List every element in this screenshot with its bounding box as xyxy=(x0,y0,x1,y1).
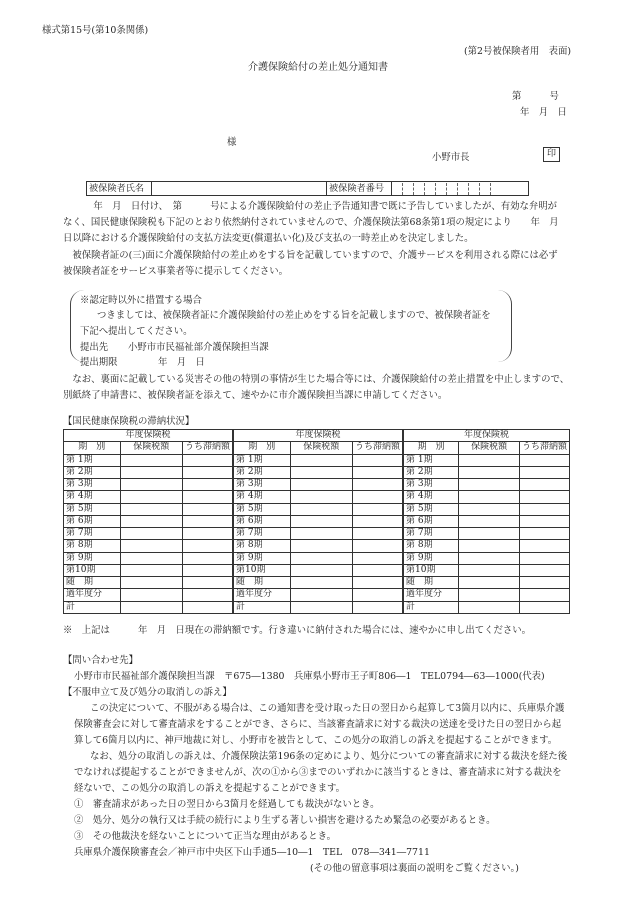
tax-row-label: 過年度分 xyxy=(404,589,459,601)
tax-amount-cell[interactable] xyxy=(120,589,182,601)
tax-row-label: 随 期 xyxy=(234,577,291,589)
insured-number-field[interactable] xyxy=(392,182,529,196)
tax-row-label: 第 7期 xyxy=(64,528,121,540)
appeal-item-2: ② 処分、処分の執行又は手続の続行により生ずる著しい損害を避けるため緊急の必要があるとき。 xyxy=(74,815,496,826)
tax-row-label: 第 3期 xyxy=(234,479,291,491)
tax-amount-cell[interactable] xyxy=(120,564,182,576)
tax-overdue-cell[interactable] xyxy=(352,589,402,601)
tax-row xyxy=(64,466,233,478)
tax-col-period: 期 別 xyxy=(64,442,121,454)
tax-amount-cell[interactable] xyxy=(120,577,182,589)
tax-col-period: 期 別 xyxy=(404,442,459,454)
tax-amount-cell[interactable] xyxy=(459,564,520,576)
tax-overdue-cell[interactable] xyxy=(519,491,569,503)
tax-amount-cell[interactable] xyxy=(120,491,182,503)
tax-row xyxy=(234,466,403,478)
appeal-p2-line-3: 経ないで、この処分の取消しの訴えを提起することができます。 xyxy=(74,783,345,794)
contact-line: 小野市市民福祉部介護保険担当課 〒675―1380 兵庫県小野市王子町806―1 TEL0794―63―1000(代表) xyxy=(74,671,545,682)
tax-overdue-cell[interactable] xyxy=(352,515,402,527)
tax-row xyxy=(404,589,570,601)
tax-row xyxy=(64,454,233,466)
tax-row-label: 第 2期 xyxy=(404,466,459,478)
tax-row-label: 随 期 xyxy=(404,577,459,589)
tax-row xyxy=(64,515,233,527)
tax-row xyxy=(234,540,403,552)
tax-row xyxy=(404,515,570,527)
tax-col-amount: 保険税額 xyxy=(459,442,520,454)
appeal-closing: (その他の留意事項は裏面の説明をご覧ください。) xyxy=(310,863,519,874)
tax-row-label: 第 6期 xyxy=(404,515,459,527)
tax-overdue-cell[interactable] xyxy=(182,466,232,478)
tax-amount-cell[interactable] xyxy=(290,540,352,552)
tax-amount-cell[interactable] xyxy=(290,491,352,503)
tax-amount-cell[interactable] xyxy=(290,528,352,540)
tax-section-heading: 【国民健康保険税の滞納状況】 xyxy=(63,416,195,427)
tax-row-label: 過年度分 xyxy=(234,589,291,601)
appeal-p2-line-2: でなければ提起することができませんが、次の①から③までのいずれかに該当するときは、審査請求に対する裁決を xyxy=(74,767,562,778)
tax-overdue-cell[interactable] xyxy=(519,552,569,564)
tax-overdue-cell[interactable] xyxy=(182,479,232,491)
tax-row-label: 第 8期 xyxy=(404,540,459,552)
appeal-heading: 【不服申立て及び処分の取消しの訴え】 xyxy=(63,687,232,698)
body-line-2: なく、国民健康保険税も下記のとおり依然納付されていませんので、介護保険法第68条第1項の規定により 年 月 xyxy=(63,217,559,228)
tax-overdue-cell[interactable] xyxy=(182,540,232,552)
tax-overdue-cell[interactable] xyxy=(352,466,402,478)
tax-amount-cell[interactable] xyxy=(459,577,520,589)
bracket-line-2: 下記へ提出してください。 xyxy=(80,326,193,337)
tax-group-header: 年度保険税 xyxy=(64,430,233,442)
tax-group-header: 年度保険税 xyxy=(404,430,570,442)
tax-row xyxy=(234,601,403,613)
tax-amount-cell[interactable] xyxy=(459,552,520,564)
tax-row-label: 第 4期 xyxy=(404,491,459,503)
tax-row xyxy=(234,528,403,540)
tax-amount-cell[interactable] xyxy=(290,515,352,527)
tax-overdue-cell[interactable] xyxy=(519,454,569,466)
tax-amount-cell[interactable] xyxy=(290,589,352,601)
tax-amount-cell[interactable] xyxy=(120,454,182,466)
tax-col-overdue: うち滞納額 xyxy=(352,442,402,454)
tax-overdue-cell[interactable] xyxy=(352,552,402,564)
tax-amount-cell[interactable] xyxy=(290,552,352,564)
tax-row xyxy=(234,491,403,503)
tax-overdue-cell[interactable] xyxy=(182,577,232,589)
tax-amount-cell[interactable] xyxy=(120,601,182,613)
tax-row xyxy=(64,540,233,552)
appeal-item-3: ③ その他裁決を経ないことについて正当な理由があるとき。 xyxy=(74,831,336,842)
appeal-p1-line-2: 保険審査会に対して審査請求をすることができ、さらに、当該審査請求に対する裁決の送達を受けた日の翌日から起 xyxy=(74,719,562,730)
body-line-1: 年 月 日付け、 第 号による介護保険給付の差止予告通知書で既に予告していましたが、有効な弁明が xyxy=(84,201,558,212)
tax-row xyxy=(404,564,570,576)
tax-overdue-cell[interactable] xyxy=(519,503,569,515)
document-number: 第 号 xyxy=(512,91,559,102)
tax-row-label: 第 1期 xyxy=(404,454,459,466)
insured-info-table xyxy=(86,181,529,196)
tax-row xyxy=(404,491,570,503)
tax-row-label: 第 2期 xyxy=(64,466,121,478)
tax-row-label: 第10期 xyxy=(404,564,459,576)
tax-row xyxy=(64,503,233,515)
tax-row xyxy=(404,577,570,589)
tax-amount-cell[interactable] xyxy=(120,552,182,564)
tax-overdue-cell[interactable] xyxy=(182,503,232,515)
tax-row xyxy=(404,528,570,540)
tax-row xyxy=(64,601,233,613)
tax-row xyxy=(64,552,233,564)
tax-amount-cell[interactable] xyxy=(290,564,352,576)
tax-row-label: 第 7期 xyxy=(404,528,459,540)
tax-amount-cell[interactable] xyxy=(120,528,182,540)
tax-row xyxy=(234,577,403,589)
tax-col-overdue: うち滞納額 xyxy=(182,442,232,454)
tax-table-2 xyxy=(233,429,403,614)
tax-overdue-cell[interactable] xyxy=(352,503,402,515)
tax-overdue-cell[interactable] xyxy=(352,454,402,466)
tax-row-label: 計 xyxy=(64,601,121,613)
tax-overdue-cell[interactable] xyxy=(182,601,232,613)
tax-row-label: 第 9期 xyxy=(234,552,291,564)
tax-row xyxy=(64,564,233,576)
tax-col-amount: 保険税額 xyxy=(290,442,352,454)
tax-overdue-cell[interactable] xyxy=(519,479,569,491)
tax-overdue-cell[interactable] xyxy=(352,577,402,589)
tax-overdue-cell[interactable] xyxy=(519,601,569,613)
tax-row-label: 第 3期 xyxy=(404,479,459,491)
tax-amount-cell[interactable] xyxy=(459,601,520,613)
appeal-p1-line-1: この決定について、不服がある場合は、この通知書を受け取った日の翌日から起算して3箇月以内に、兵庫県介護 xyxy=(90,703,565,714)
tax-amount-cell[interactable] xyxy=(290,454,352,466)
submit-to-value: 小野市市民福祉部介護保険担当課 xyxy=(128,342,269,353)
document-date: 年 月 日 xyxy=(520,107,567,118)
document-title: 介護保険給付の差止処分通知書 xyxy=(248,62,388,73)
tax-row-label: 第 6期 xyxy=(64,515,121,527)
tax-row-label: 計 xyxy=(404,601,459,613)
tax-row-label: 第 2期 xyxy=(234,466,291,478)
deadline-value: 年 月 日 xyxy=(158,357,205,368)
tax-row xyxy=(404,601,570,613)
tax-row xyxy=(234,503,403,515)
tax-row-label: 第 5期 xyxy=(404,503,459,515)
tax-amount-cell[interactable] xyxy=(459,491,520,503)
tax-amount-cell[interactable] xyxy=(290,479,352,491)
tax-row xyxy=(234,552,403,564)
tax-row-label: 第 9期 xyxy=(404,552,459,564)
tax-footnote: ※ 上記は 年 月 日現在の滞納額です。行き違いに納付された場合には、速やかに申し出てください。 xyxy=(63,625,532,636)
tax-row xyxy=(234,454,403,466)
tax-amount-cell[interactable] xyxy=(120,466,182,478)
tax-overdue-cell[interactable] xyxy=(352,491,402,503)
tax-overdue-cell[interactable] xyxy=(182,491,232,503)
tax-overdue-cell[interactable] xyxy=(519,564,569,576)
form-side-label: (第2号被保険者用 表面) xyxy=(464,46,572,57)
tax-overdue-cell[interactable] xyxy=(519,515,569,527)
tax-row xyxy=(404,454,570,466)
tax-amount-cell[interactable] xyxy=(459,454,520,466)
tax-row xyxy=(404,552,570,564)
tax-overdue-cell[interactable] xyxy=(352,528,402,540)
tax-row xyxy=(404,503,570,515)
tax-row-label: 随 期 xyxy=(64,577,121,589)
insured-name-label: 被保険者氏名 xyxy=(87,182,152,196)
tax-amount-cell[interactable] xyxy=(120,515,182,527)
tax-overdue-cell[interactable] xyxy=(182,515,232,527)
tax-amount-cell[interactable] xyxy=(459,540,520,552)
tax-overdue-cell[interactable] xyxy=(182,454,232,466)
tax-row-label: 第 8期 xyxy=(64,540,121,552)
tax-overdue-cell[interactable] xyxy=(519,577,569,589)
tax-table-1 xyxy=(63,429,233,614)
tax-row-label: 第 4期 xyxy=(64,491,121,503)
tax-row-label: 第 5期 xyxy=(234,503,291,515)
tax-amount-cell[interactable] xyxy=(459,515,520,527)
tax-row xyxy=(234,479,403,491)
appeal-council: 兵庫県介護保険審査会／神戸市中央区下山手通5―10―1 TEL 078―341―7711 xyxy=(74,847,430,858)
tax-amount-cell[interactable] xyxy=(459,503,520,515)
tax-row xyxy=(404,479,570,491)
tax-row-label: 第 1期 xyxy=(234,454,291,466)
tax-overdue-cell[interactable] xyxy=(182,552,232,564)
tax-row xyxy=(404,466,570,478)
tax-row xyxy=(64,589,233,601)
appeal-item-1: ① 審査請求があった日の翌日から3箇月を経過しても裁決がないとき。 xyxy=(74,799,380,810)
tax-row-label: 第 9期 xyxy=(64,552,121,564)
tax-row xyxy=(234,515,403,527)
form-number: 様式第15号(第10条関係) xyxy=(42,25,149,36)
tax-overdue-cell[interactable] xyxy=(519,540,569,552)
tax-amount-cell[interactable] xyxy=(120,503,182,515)
tax-overdue-cell[interactable] xyxy=(182,589,232,601)
tax-amount-cell[interactable] xyxy=(120,540,182,552)
body-line-5: 被保険者証をサービス事業者等に提示してください。 xyxy=(63,266,289,277)
tax-amount-cell[interactable] xyxy=(459,466,520,478)
tax-row-label: 第 1期 xyxy=(64,454,121,466)
tax-row xyxy=(234,589,403,601)
tax-row xyxy=(404,540,570,552)
tax-group-header: 年度保険税 xyxy=(234,430,403,442)
tax-amount-cell[interactable] xyxy=(459,479,520,491)
submit-to-label: 提出先 xyxy=(80,342,109,353)
tax-table-3 xyxy=(403,429,570,614)
tax-overdue-cell[interactable] xyxy=(352,601,402,613)
tax-row-label: 第 3期 xyxy=(64,479,121,491)
tax-row-label: 第 5期 xyxy=(64,503,121,515)
tax-row-label: 第 8期 xyxy=(234,540,291,552)
tax-overdue-cell[interactable] xyxy=(519,589,569,601)
insured-name-field[interactable] xyxy=(152,182,327,196)
tax-row-label: 第 7期 xyxy=(234,528,291,540)
tax-row xyxy=(64,479,233,491)
note-line-1: なお、裏面に記載している災害その他の特別の事情が生じた場合等には、介護保険給付の差止措置を中止しますので、 xyxy=(63,374,570,385)
tax-amount-cell[interactable] xyxy=(290,577,352,589)
tax-amount-cell[interactable] xyxy=(290,466,352,478)
tax-overdue-cell[interactable] xyxy=(352,540,402,552)
tax-col-period: 期 別 xyxy=(234,442,291,454)
contact-heading: 【問い合わせ先】 xyxy=(63,655,139,666)
tax-overdue-cell[interactable] xyxy=(519,466,569,478)
tax-row xyxy=(64,491,233,503)
seal-mark: 印 xyxy=(543,147,560,162)
appeal-p1-line-3: 算して6箇月以内に、神戸地裁に対し、小野市を被告として、この処分の取消しの訴えを提起することができます。 xyxy=(74,735,558,746)
tax-amount-cell[interactable] xyxy=(120,479,182,491)
tax-amount-cell[interactable] xyxy=(459,589,520,601)
tax-row-label: 第 6期 xyxy=(234,515,291,527)
recipient-honorific: 様 xyxy=(227,137,237,148)
tax-overdue-cell[interactable] xyxy=(352,564,402,576)
tax-overdue-cell[interactable] xyxy=(352,479,402,491)
tax-row-label: 第10期 xyxy=(64,564,121,576)
tax-row-label: 過年度分 xyxy=(64,589,121,601)
body-line-3: 日以降における介護保険給付の支払方法変更(償還払い化)及び支払の一時差止めを決定しました。 xyxy=(63,233,474,244)
tax-row xyxy=(234,564,403,576)
note-line-2: 別紙終了申請書に、被保険者証を添えて、速やかに市介護保険担当課に申請してください。 xyxy=(63,390,448,401)
tax-amount-cell[interactable] xyxy=(290,503,352,515)
tax-row xyxy=(64,577,233,589)
appeal-p2-line-1: なお、処分の取消しの訴えは、介護保険法第196条の定めにより、処分についての審査請求に対する裁決を経た後 xyxy=(90,751,568,762)
tax-row-label: 第 4期 xyxy=(234,491,291,503)
tax-overdue-cell[interactable] xyxy=(182,528,232,540)
tax-amount-cell[interactable] xyxy=(459,528,520,540)
tax-overdue-cell[interactable] xyxy=(519,528,569,540)
tax-row xyxy=(64,528,233,540)
tax-amount-cell[interactable] xyxy=(290,601,352,613)
tax-row-label: 計 xyxy=(234,601,291,613)
tax-col-amount: 保険税額 xyxy=(120,442,182,454)
tax-col-overdue: うち滞納額 xyxy=(519,442,569,454)
insured-number-label: 被保険者番号 xyxy=(327,182,392,196)
body-line-4: 被保険者証の(三)面に介護保険給付の差止めをする旨を記載していますので、介護サービスを利用される際には必ず xyxy=(63,250,558,261)
tax-row-label: 第10期 xyxy=(234,564,291,576)
bracket-heading: ※認定時以外に措置する場合 xyxy=(80,295,202,306)
deadline-label: 提出期限 xyxy=(80,357,118,368)
tax-overdue-cell[interactable] xyxy=(182,564,232,576)
issuer-name: 小野市長 xyxy=(432,152,470,163)
bracket-line-1: つきましては、被保険者証に介護保険給付の差止めをする旨を記載しますので、被保険者証を xyxy=(97,310,491,321)
